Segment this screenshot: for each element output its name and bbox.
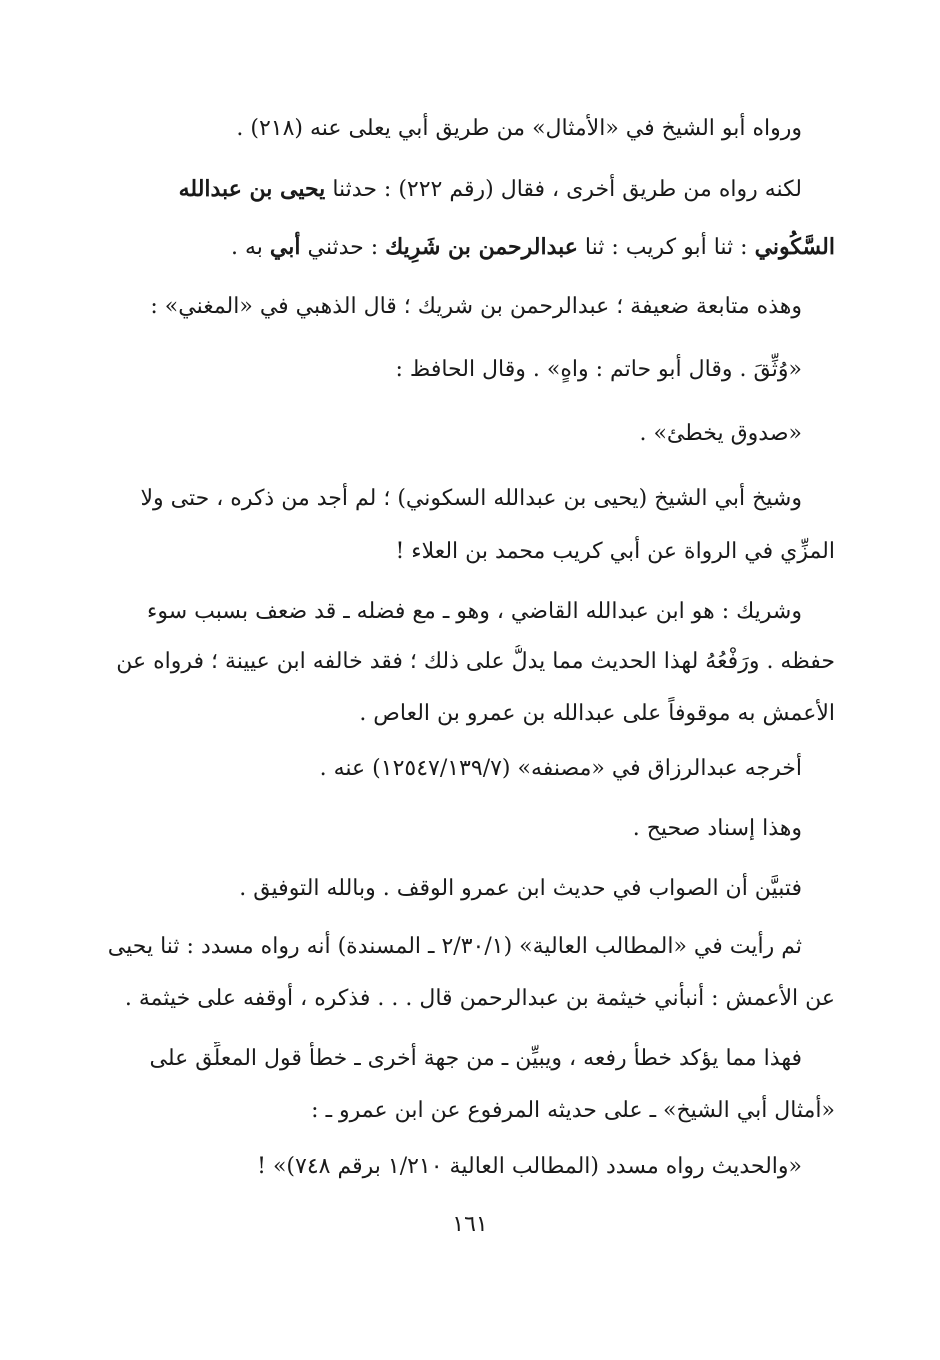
quote-line: «وُثِّقَ . وقال أبو حاتم : واهٍ» . وقال الحافظ : (395, 357, 802, 382)
paragraph-line: وهذه متابعة ضعيفة ؛ عبدالرحمن بن شريك ؛ قال الذهبي في «المغني» : (150, 294, 802, 319)
paragraph-line: المزِّي في الرواة عن أبي كريب محمد بن العلاء ! (395, 539, 835, 564)
quote-line: «صدوق يخطئ» . (639, 421, 802, 446)
paragraph-line: أخرجه عبدالرزاق في «مصنفه» (١٢٥٤٧/١٣٩/٧) عنه . (319, 756, 802, 781)
paragraph-line: ثم رأيت في «المطالب العالية» (٢/٣٠/١ ـ المسندة) أنه رواه مسدد : ثنا يحيى (107, 934, 802, 959)
line-text: لكنه رواه من طريق أخرى ، فقال (رقم ٢٢٢) : حدثنا (332, 177, 802, 202)
paragraph-line: وشيخ أبي الشيخ (يحيى بن عبدالله السكوني) ؛ لم أجد من ذكره ، حتى ولا (140, 486, 802, 511)
paragraph-line: وشريك : هو ابن عبدالله القاضي ، وهو ـ مع فضله ـ قد ضعف بسبب سوء (146, 599, 802, 624)
line-text: : حدثني (307, 235, 379, 260)
narrator-name: يحيى بن عبدالله (178, 176, 326, 202)
paragraph-line (105, 230, 835, 265)
narrator-name: أبي (269, 234, 301, 260)
page-number: ١٦١ (452, 1212, 488, 1237)
paragraph-line: «أمثال أبي الشيخ» ـ على حديثه المرفوع عن ابن عمرو ـ : (311, 1098, 835, 1123)
paragraph-line: حفظه . ورَفْعُهُ لهذا الحديث مما يدلُّ على ذلك ؛ فقد خالفه ابن عيينة ؛ فرواه عن (116, 649, 835, 674)
paragraph-line: ورواه أبو الشيخ في «الأمثال» من طريق أبي يعلى عنه (٢١٨) . (236, 116, 802, 141)
paragraph-line: وهذا إسناد صحيح . (632, 816, 802, 841)
line-text: به . (231, 235, 263, 260)
quote-line: «والحديث رواه مسدد (المطالب العالية ١/٢١٠ برقم ٧٤٨)» ! (257, 1154, 802, 1179)
paragraph-line: فتبيَّن أن الصواب في حديث ابن عمرو الوقف . وبالله التوفيق . (239, 876, 802, 901)
paragraph-line: الأعمش به موقوفاً على عبدالله بن عمرو بن العاص . (359, 701, 835, 726)
paragraph-line (105, 172, 802, 207)
paragraph-line: فهذا مما يؤكد خطأ رفعه ، ويبيِّن ـ من جهة أخرى ـ خطأ قول المعلِّق على (149, 1046, 802, 1071)
line-text: : ثنا أبو كريب : ثنا (584, 235, 748, 260)
narrator-name: السَّكُوني (754, 234, 835, 260)
paragraph-line: عن الأعمش : أنبأني خيثمة بن عبدالرحمن قال . . . فذكره ، أوقفه على خيثمة . (124, 986, 835, 1011)
narrator-name: عبدالرحمن بن شَرِيك (385, 234, 578, 260)
